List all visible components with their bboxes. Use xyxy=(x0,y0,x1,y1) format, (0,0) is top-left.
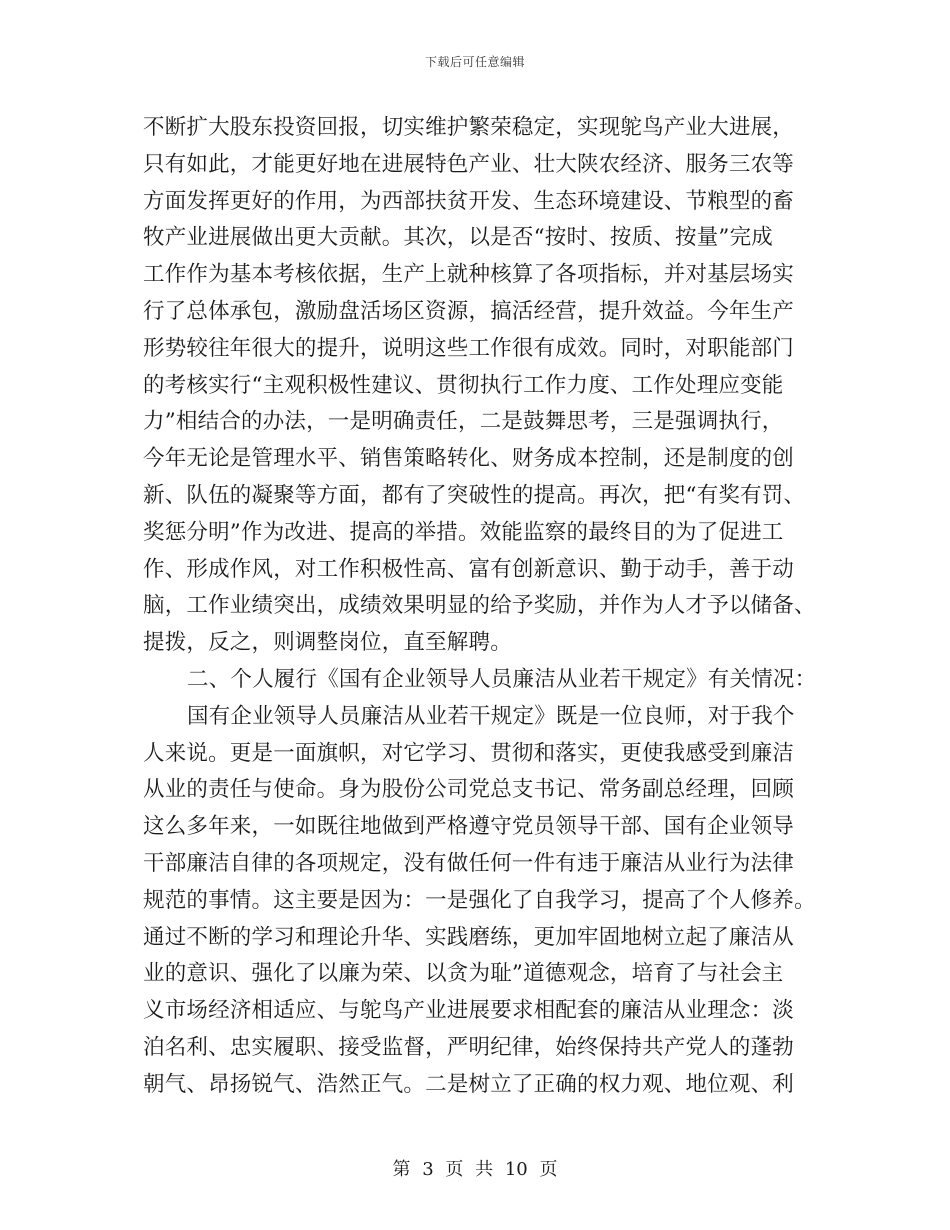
text-line: 国有企业领导人员廉洁从业若干规定》既是一位良师，对于我个 xyxy=(187,703,795,729)
text-line: 泊名利、忠实履职、接受监督，严明纪律，始终保持共产党人的蓬勃 xyxy=(143,1034,795,1060)
text-line: 不断扩大股东投资回报，切实维护繁荣稳定，实现鸵鸟产业大进展， xyxy=(143,115,795,140)
text-line: 脑，工作业绩突出，成绩效果明显的给予奖励，并作为人才予以储备、 xyxy=(143,593,816,619)
text-line: 的考核实行“主观积极性建议、贯彻执行工作力度、工作处理应变能 xyxy=(143,372,784,398)
text-line: 方面发挥更好的作用，为西部扶贫开发、生态环境建设、节粮型的畜 xyxy=(143,188,795,214)
text-line: 人来说。更是一面旗帜，对它学习、贯彻和落实，更使我感受到廉洁 xyxy=(143,740,795,766)
text-line: 业的意识、强化了以廉为荣、以贪为耻”道德观念，培育了与社会主 xyxy=(143,961,784,987)
text-line: 通过不断的学习和理论升华、实践磨练，更加牢固地树立起了廉洁从 xyxy=(143,924,795,950)
text-line: 力”相结合的办法，一是明确责任，二是鼓舞思考，三是强调执行， xyxy=(143,409,784,435)
text-line: 干部廉洁自律的各项规定，没有做任何一件有违于廉洁从业行为法律 xyxy=(143,850,795,876)
text-line: 规范的事情。这主要是因为：一是强化了自我学习，提高了个人修养。 xyxy=(143,887,816,913)
text-line: 只有如此，才能更好地在进展特色产业、壮大陕农经济、服务三农等 xyxy=(143,151,795,177)
text-line: 行了总体承包，激励盘活场区资源，搞活经营，提升效益。今年生产 xyxy=(143,298,795,324)
page-header-note: 下载后可任意编辑 xyxy=(424,55,525,69)
document-body xyxy=(143,110,817,1104)
text-line: 义市场经济相适应、与鸵鸟产业进展要求相配套的廉洁从业理念：淡 xyxy=(143,998,795,1024)
text-line: 提拨，反之，则调整岗位，直至解聘。 xyxy=(143,630,512,656)
text-line: 奖惩分明”作为改进、提高的举措。效能监察的最终目的为了促进工 xyxy=(143,519,784,545)
text-line: 这么多年来，一如既往地做到严格遵守党员领导干部、国有企业领导 xyxy=(143,814,795,840)
text-line: 牧产业进展做出更大贡献。其次，以是否“按时、按质、按量”完成 xyxy=(143,225,773,251)
text-line: 二、个人履行《国有企业领导人员廉洁从业若干规定》有关情况： xyxy=(187,666,817,692)
text-line: 新、队伍的凝聚等方面，都有了突破性的提高。再次，把“有奖有罚、 xyxy=(143,482,806,508)
text-line: 从业的责任与使命。身为股份公司党总支书记、常务副总经理，回顾 xyxy=(143,777,795,803)
text-line: 作、形成作风，对工作积极性高、富有创新意识、勤于动手，善于动 xyxy=(143,556,795,582)
page-number-footer: 第 3 页 共 10 页 xyxy=(392,1159,558,1180)
text-line: 今年无论是管理水平、销售策略转化、财务成本控制，还是制度的创 xyxy=(143,446,795,472)
text-line: 朝气、昂扬锐气、浩然正气。二是树立了正确的权力观、地位观、利 xyxy=(143,1071,795,1097)
text-line: 工作作为基本考核依据，生产上就种核算了各项指标，并对基层场实 xyxy=(143,262,795,288)
text-line: 形势较往年很大的提升，说明这些工作很有成效。同时，对职能部门 xyxy=(143,335,795,361)
